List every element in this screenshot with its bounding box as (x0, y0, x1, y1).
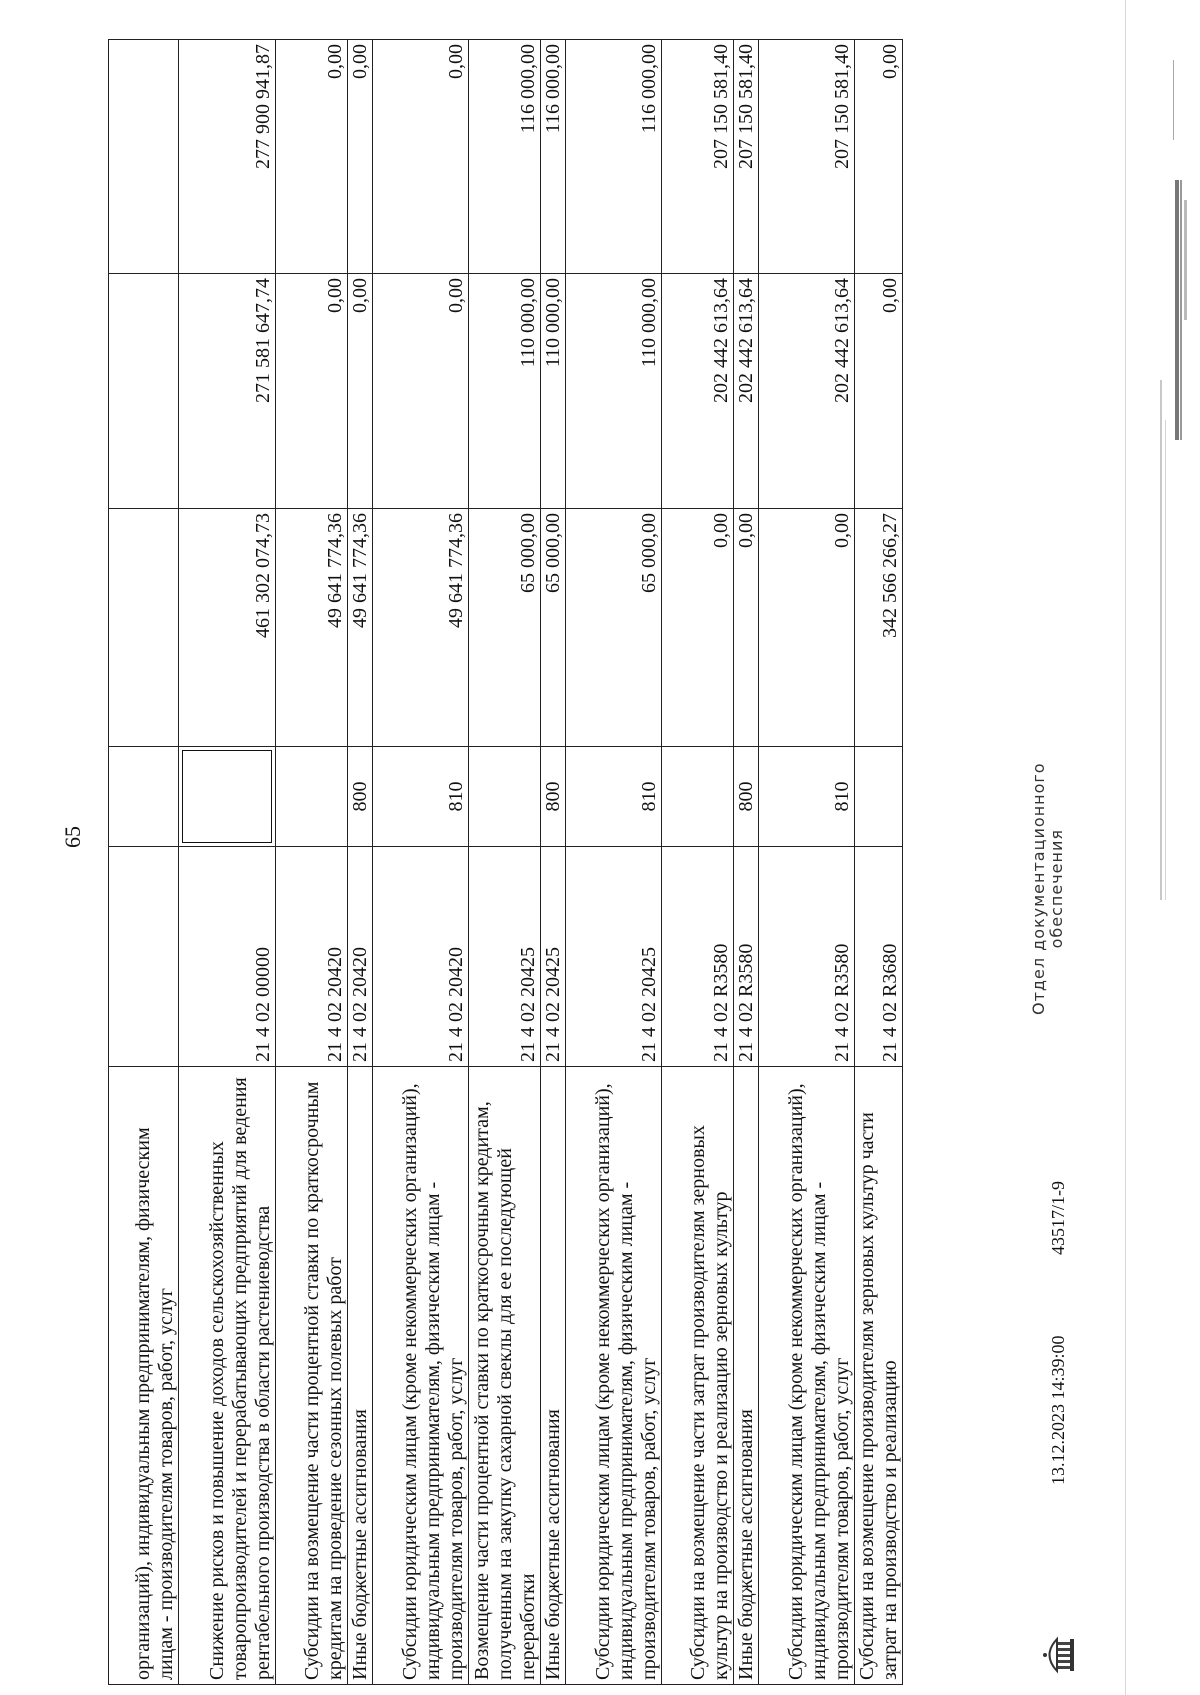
row-vr: 810 (566, 747, 662, 847)
row-code: 21 4 02 20420 (276, 847, 348, 1067)
row-code: 21 4 02 20420 (348, 847, 373, 1067)
table-row (855, 40, 903, 1685)
row-code: 21 4 02 20425 (469, 847, 541, 1067)
row-amount-y3: 0,00 (348, 40, 373, 274)
row-vr: 810 (759, 747, 855, 847)
row-amount-y2: 271 581 647,74 (179, 274, 276, 509)
row-amount-y2: 0,00 (276, 274, 348, 509)
stamp-line-2: обеспечения (1047, 829, 1066, 949)
row-amount-y2: 202 442 613,64 (662, 274, 734, 509)
table-row (759, 40, 855, 1685)
row-code: 21 4 02 R3680 (855, 847, 903, 1067)
duma-logo-icon (1040, 1635, 1080, 1675)
row-amount-y3: 207 150 581,40 (759, 40, 855, 274)
row-amount-y2: 0,00 (348, 274, 373, 509)
row-amount-y1: 65 000,00 (469, 509, 541, 747)
row-amount-y1: 461 302 074,73 (179, 509, 276, 747)
row-name: Субсидии на возмещение части процентной ставки по краткосрочным кредитам на проведение сезонных полевых работ (276, 1067, 348, 1685)
row-amount-y3: 116 000,00 (469, 40, 541, 274)
row-vr: 800 (348, 747, 373, 847)
table-row (179, 40, 276, 1685)
scan-margin-barcode (1125, 0, 1195, 1695)
row-vr (179, 747, 276, 847)
row-code: 21 4 02 R3580 (759, 847, 855, 1067)
row-amount-y2: 110 000,00 (566, 274, 662, 509)
table-row (276, 40, 348, 1685)
row-amount-y2: 110 000,00 (469, 274, 541, 509)
row-amount-y2: 202 442 613,64 (734, 274, 759, 509)
table-row (109, 40, 179, 1685)
row-amount-y1: 65 000,00 (566, 509, 662, 747)
row-amount-y3: 0,00 (373, 40, 469, 274)
row-code: 21 4 02 20425 (541, 847, 566, 1067)
row-amount-y2: 202 442 613,64 (759, 274, 855, 509)
row-amount-y3: 0,00 (855, 40, 903, 274)
row-amount-y3: 0,00 (276, 40, 348, 274)
budget-table (108, 39, 903, 1685)
row-amount-y1: 342 566 266,27 (855, 509, 903, 747)
footer-doc-number: 43517/1-9 (1048, 1181, 1068, 1255)
row-amount-y3: 277 900 941,87 (179, 40, 276, 274)
row-code (109, 847, 179, 1067)
row-amount-y1: 0,00 (734, 509, 759, 747)
empty-box (182, 750, 272, 843)
table-row (734, 40, 759, 1685)
office-stamp (1030, 762, 1066, 1015)
stamp-line-1: Отдел документационного (1029, 762, 1048, 1015)
row-vr: 800 (734, 747, 759, 847)
row-name: Субсидии юридическим лицам (кроме некоммерческих организаций), индивидуальным предпринимателям, физическим лицам - производителям товаров, работ, услуг (566, 1067, 662, 1685)
row-vr (855, 747, 903, 847)
row-vr: 810 (373, 747, 469, 847)
row-name: Субсидии юридическим лицам (кроме некоммерческих организаций), индивидуальным предпринимателям, физическим лицам - производителям товаров, работ, услуг (759, 1067, 855, 1685)
table-row (348, 40, 373, 1685)
budget-table-body (109, 40, 903, 1685)
table-row (541, 40, 566, 1685)
row-amount-y1: 65 000,00 (541, 509, 566, 747)
row-amount-y3 (109, 40, 179, 274)
table-row (373, 40, 469, 1685)
row-name: организаций), индивидуальным предпринимателям, физическим лицам - производителям товаров, работ, услуг (109, 1067, 179, 1685)
row-name: Иные бюджетные ассигнования (348, 1067, 373, 1685)
row-code: 21 4 02 R3580 (662, 847, 734, 1067)
row-name: Возмещение части процентной ставки по краткосрочным кредитам, полученным на закупку сахарной свеклы для ее последующей переработки (469, 1067, 541, 1685)
row-amount-y1: 49 641 774,36 (373, 509, 469, 747)
row-amount-y1: 49 641 774,36 (348, 509, 373, 747)
row-amount-y2: 110 000,00 (541, 274, 566, 509)
footer-date: 13.12.2023 14:39:00 (1048, 1335, 1068, 1485)
row-amount-y1: 49 641 774,36 (276, 509, 348, 747)
row-amount-y2 (109, 274, 179, 509)
row-amount-y3: 207 150 581,40 (662, 40, 734, 274)
row-code: 21 4 02 00000 (179, 847, 276, 1067)
row-vr (276, 747, 348, 847)
row-amount-y3: 116 000,00 (566, 40, 662, 274)
row-amount-y3: 207 150 581,40 (734, 40, 759, 274)
row-amount-y1: 0,00 (759, 509, 855, 747)
row-name: Иные бюджетные ассигнования (541, 1067, 566, 1685)
row-amount-y1: 0,00 (662, 509, 734, 747)
page-number: 65 (60, 826, 85, 848)
row-code: 21 4 02 20425 (566, 847, 662, 1067)
row-name: Субсидии на возмещение части затрат производителям зерновых культур на производство и реализацию зерновых культур (662, 1067, 734, 1685)
row-amount-y2: 0,00 (373, 274, 469, 509)
row-amount-y1 (109, 509, 179, 747)
row-vr (662, 747, 734, 847)
row-name: Снижение рисков и повышение доходов сельскохозяйственных товаропроизводителей и перерабатывающих предприятий для ведения рентабельного производства в области растениеводства (179, 1067, 276, 1685)
row-name: Иные бюджетные ассигнования (734, 1067, 759, 1685)
row-code: 21 4 02 R3580 (734, 847, 759, 1067)
table-row (469, 40, 541, 1685)
row-name: Субсидии на возмещение производителям зерновых культур части затрат на производство и реализацию (855, 1067, 903, 1685)
row-vr (109, 747, 179, 847)
row-code: 21 4 02 20420 (373, 847, 469, 1067)
table-row (662, 40, 734, 1685)
row-name: Субсидии юридическим лицам (кроме некоммерческих организаций), индивидуальным предпринимателям, физическим лицам - производителям товаров, работ, услуг (373, 1067, 469, 1685)
row-amount-y2: 0,00 (855, 274, 903, 509)
row-vr (469, 747, 541, 847)
table-row (566, 40, 662, 1685)
row-amount-y3: 116 000,00 (541, 40, 566, 274)
row-vr: 800 (541, 747, 566, 847)
